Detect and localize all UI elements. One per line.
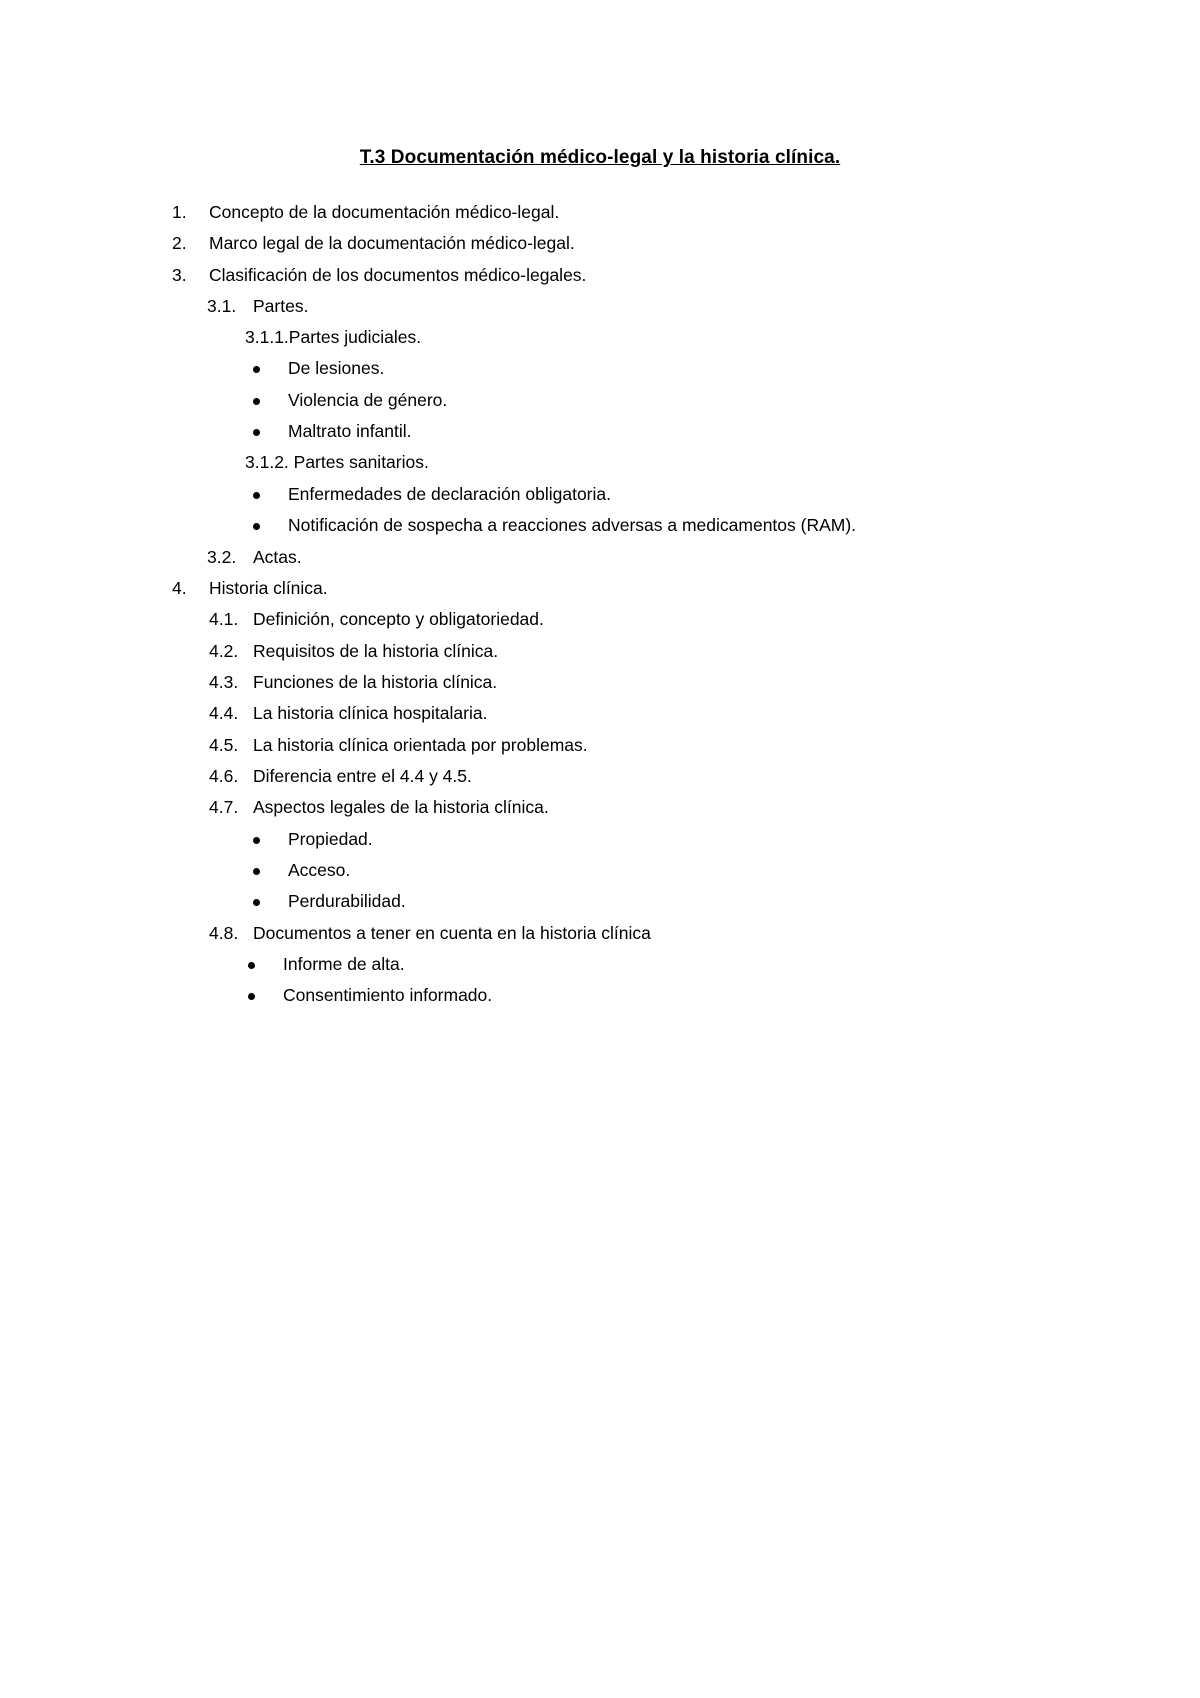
item-number: 4. (172, 578, 187, 598)
item-text: Funciones de la historia clínica. (253, 672, 498, 692)
item-number: 4.4. (209, 703, 239, 723)
item-number: 4.3. (209, 672, 239, 692)
outline-item (0, 576, 1200, 600)
item-text: 3.1.1.Partes judiciales. (245, 327, 422, 347)
item-text: 3.1.2. Partes sanitarios. (245, 452, 429, 472)
item-text: Maltrato infantil. (288, 421, 412, 441)
bullet-item (0, 388, 1200, 412)
outline-item (0, 607, 1200, 631)
outline-item (0, 764, 1200, 788)
outline-item (0, 670, 1200, 694)
item-text: Consentimiento informado. (283, 985, 493, 1005)
item-text: Violencia de género. (288, 390, 448, 410)
item-text: Requisitos de la historia clínica. (253, 641, 499, 661)
outline-item (0, 545, 1200, 569)
item-text: Clasificación de los documentos médico-legales. (209, 265, 587, 285)
bullet-item (0, 952, 1200, 976)
bullet-item (0, 482, 1200, 506)
item-number: 3. (172, 265, 187, 285)
item-text: Acceso. (288, 860, 351, 880)
item-text: Documentos a tener en cuenta en la historia clínica (253, 923, 651, 943)
item-number: 4.7. (209, 797, 239, 817)
item-text: Propiedad. (288, 829, 373, 849)
item-number: 1. (172, 202, 187, 222)
item-number: 4.6. (209, 766, 239, 786)
bullet-dot-icon (253, 398, 260, 405)
outline-item (0, 231, 1200, 255)
bullet-item (0, 827, 1200, 851)
item-text: Enfermedades de declaración obligatoria. (288, 484, 611, 504)
item-number: 4.1. (209, 609, 239, 629)
item-text: Perdurabilidad. (288, 891, 406, 911)
outline-item (0, 795, 1200, 819)
bullet-dot-icon (253, 868, 260, 875)
outline-item (0, 263, 1200, 287)
item-text: Informe de alta. (283, 954, 405, 974)
bullet-item (0, 419, 1200, 443)
outline-item (0, 200, 1200, 224)
outline-item (0, 294, 1200, 318)
page-title: T.3 Documentación médico-legal y la historia clínica. (359, 147, 841, 168)
outline-item (0, 325, 1200, 349)
bullet-dot-icon (248, 993, 255, 1000)
bullet-item (0, 513, 1200, 537)
item-text: Marco legal de la documentación médico-legal. (209, 233, 575, 253)
item-text: Aspectos legales de la historia clínica. (253, 797, 549, 817)
item-text: Diferencia entre el 4.4 y 4.5. (253, 766, 472, 786)
bullet-dot-icon (253, 523, 260, 530)
bullet-dot-icon (253, 366, 260, 373)
outline-item (0, 639, 1200, 663)
bullet-item (0, 858, 1200, 882)
item-text: Definición, concepto y obligatoriedad. (253, 609, 544, 629)
bullet-dot-icon (253, 899, 260, 906)
item-text: Concepto de la documentación médico-legal. (209, 202, 560, 222)
item-text: La historia clínica orientada por problemas. (253, 735, 588, 755)
item-number: 4.2. (209, 641, 239, 661)
item-text: Notificación de sospecha a reacciones adversas a medicamentos (RAM). (288, 515, 857, 535)
item-text: Partes. (253, 296, 309, 316)
item-text: Historia clínica. (209, 578, 328, 598)
bullet-dot-icon (253, 429, 260, 436)
bullet-item (0, 889, 1200, 913)
item-text: De lesiones. (288, 358, 385, 378)
item-number: 4.8. (209, 923, 239, 943)
item-text: Actas. (253, 547, 302, 567)
outline-item (0, 450, 1200, 474)
bullet-dot-icon (253, 837, 260, 844)
outline-item (0, 733, 1200, 757)
item-number: 3.1. (207, 296, 237, 316)
bullet-item (0, 356, 1200, 380)
item-text: La historia clínica hospitalaria. (253, 703, 488, 723)
outline-item (0, 921, 1200, 945)
bullet-item (0, 983, 1200, 1007)
item-number: 4.5. (209, 735, 239, 755)
item-number: 2. (172, 233, 187, 253)
item-number: 3.2. (207, 547, 237, 567)
bullet-dot-icon (253, 492, 260, 499)
bullet-dot-icon (248, 962, 255, 969)
outline-item (0, 701, 1200, 725)
